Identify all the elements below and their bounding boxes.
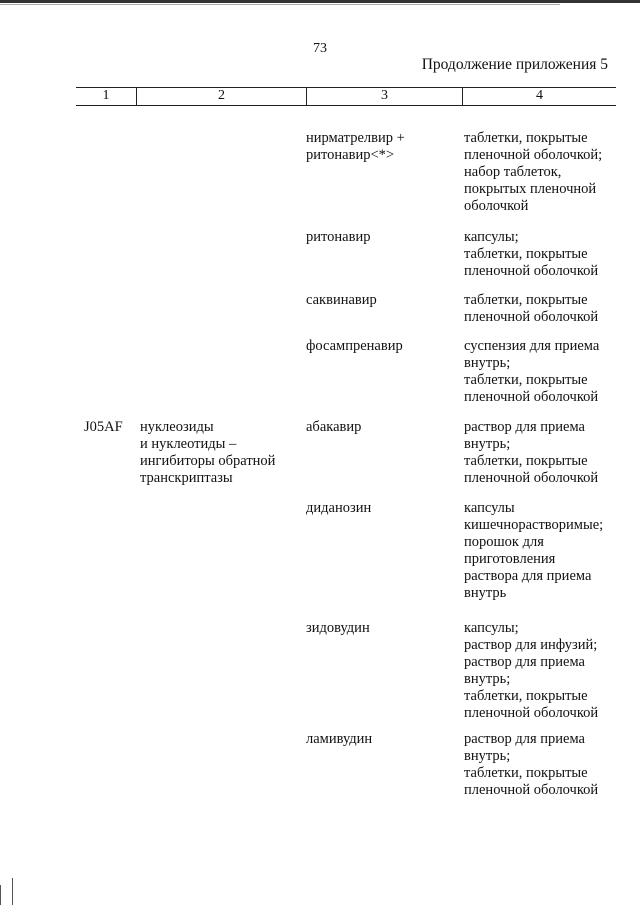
atc-code: J05AF bbox=[84, 419, 123, 435]
dosage-forms-line: раствор для приема bbox=[464, 654, 585, 670]
dosage-forms-line: кишечнорастворимые; bbox=[464, 517, 604, 533]
drug-name bbox=[306, 731, 456, 748]
drug-name-line: диданозин bbox=[306, 500, 372, 516]
dosage-forms-line: таблетки, покрытые bbox=[464, 372, 588, 388]
column-header-2: 2 bbox=[218, 88, 225, 103]
dosage-forms-line: приготовления bbox=[464, 551, 556, 567]
dosage-forms-line: суспензия для приема bbox=[464, 338, 600, 354]
dosage-forms-line: раствор для приема bbox=[464, 731, 585, 747]
drug-name bbox=[306, 292, 456, 309]
dosage-forms-line: таблетки, покрытые bbox=[464, 130, 588, 146]
drug-name-line: саквинавир bbox=[306, 292, 377, 308]
dosage-forms-line: таблетки, покрытые bbox=[464, 246, 588, 262]
dosage-forms bbox=[464, 229, 634, 280]
dosage-forms-line: набор таблеток, bbox=[464, 164, 562, 180]
dosage-forms-line: пленочной оболочкой bbox=[464, 389, 599, 405]
pharmacological-group-line: ингибиторы обратной bbox=[140, 453, 276, 469]
drug-name-line: зидовудин bbox=[306, 620, 370, 636]
dosage-forms bbox=[464, 419, 634, 487]
dosage-forms-line: таблетки, покрытые bbox=[464, 292, 588, 308]
dosage-forms-line: пленочной оболочкой bbox=[464, 470, 599, 486]
header-bottom-border bbox=[76, 105, 616, 106]
pharmacological-group bbox=[140, 419, 300, 487]
dosage-forms-line: внутрь bbox=[464, 585, 507, 601]
drug-name-line: ритонавир<*> bbox=[306, 147, 395, 163]
pharmacological-group-line: нуклеозиды bbox=[140, 419, 214, 435]
drug-name bbox=[306, 500, 456, 517]
dosage-forms-line: внутрь; bbox=[464, 671, 511, 687]
scan-edge-mark bbox=[12, 878, 13, 905]
dosage-forms-line: пленочной оболочкой bbox=[464, 782, 599, 798]
dosage-forms-line: раствор для инфузий; bbox=[464, 637, 598, 653]
pharmacological-group-line: транскриптазы bbox=[140, 470, 233, 486]
dosage-forms-line: внутрь; bbox=[464, 355, 511, 371]
drug-name-line: ритонавир bbox=[306, 229, 371, 245]
dosage-forms-line: покрытых пленочной bbox=[464, 181, 597, 197]
dosage-forms-line: капсулы bbox=[464, 500, 515, 516]
drug-name bbox=[306, 620, 456, 637]
dosage-forms-line: раствор для приема bbox=[464, 419, 585, 435]
dosage-forms bbox=[464, 620, 634, 722]
drug-name bbox=[306, 419, 456, 436]
drug-name bbox=[306, 229, 456, 246]
dosage-forms-line: таблетки, покрытые bbox=[464, 688, 588, 704]
dosage-forms-line: капсулы; bbox=[464, 620, 519, 636]
column-header-row bbox=[76, 87, 616, 105]
dosage-forms-line: пленочной оболочкой bbox=[464, 705, 599, 721]
dosage-forms bbox=[464, 731, 634, 799]
column-header-4: 4 bbox=[536, 88, 543, 103]
column-header-3: 3 bbox=[381, 88, 388, 103]
dosage-forms bbox=[464, 500, 634, 602]
dosage-forms-line: порошок для bbox=[464, 534, 544, 550]
dosage-forms-line: пленочной оболочкой bbox=[464, 263, 599, 279]
drug-name bbox=[306, 338, 456, 355]
dosage-forms-line: внутрь; bbox=[464, 436, 511, 452]
dosage-forms bbox=[464, 130, 634, 215]
page-number: 73 bbox=[313, 41, 327, 56]
dosage-forms-line: таблетки, покрытые bbox=[464, 765, 588, 781]
dosage-forms-line: раствора для приема bbox=[464, 568, 592, 584]
dosage-forms-line: пленочной оболочкой bbox=[464, 309, 599, 325]
dosage-forms bbox=[464, 338, 634, 406]
dosage-forms-line: внутрь; bbox=[464, 748, 511, 764]
dosage-forms-line: капсулы; bbox=[464, 229, 519, 245]
drug-name-line: ламивудин bbox=[306, 731, 373, 747]
dosage-forms bbox=[464, 292, 634, 326]
drug-name bbox=[306, 130, 456, 164]
drug-name-line: абакавир bbox=[306, 419, 362, 435]
scan-edge-top-secondary bbox=[0, 4, 560, 5]
drug-name-line: фосампренавир bbox=[306, 338, 403, 354]
dosage-forms-line: оболочкой bbox=[464, 198, 529, 214]
continuation-caption: Продолжение приложения 5 bbox=[421, 56, 608, 73]
dosage-forms-line: таблетки, покрытые bbox=[464, 453, 588, 469]
drug-name-line: нирматрелвир + bbox=[306, 130, 405, 146]
dosage-forms-line: пленочной оболочкой; bbox=[464, 147, 603, 163]
pharmacological-group-line: и нуклеотиды – bbox=[140, 436, 237, 452]
column-header-1: 1 bbox=[102, 88, 110, 103]
scan-edge-top bbox=[0, 0, 640, 3]
scan-edge-mark bbox=[0, 885, 1, 905]
